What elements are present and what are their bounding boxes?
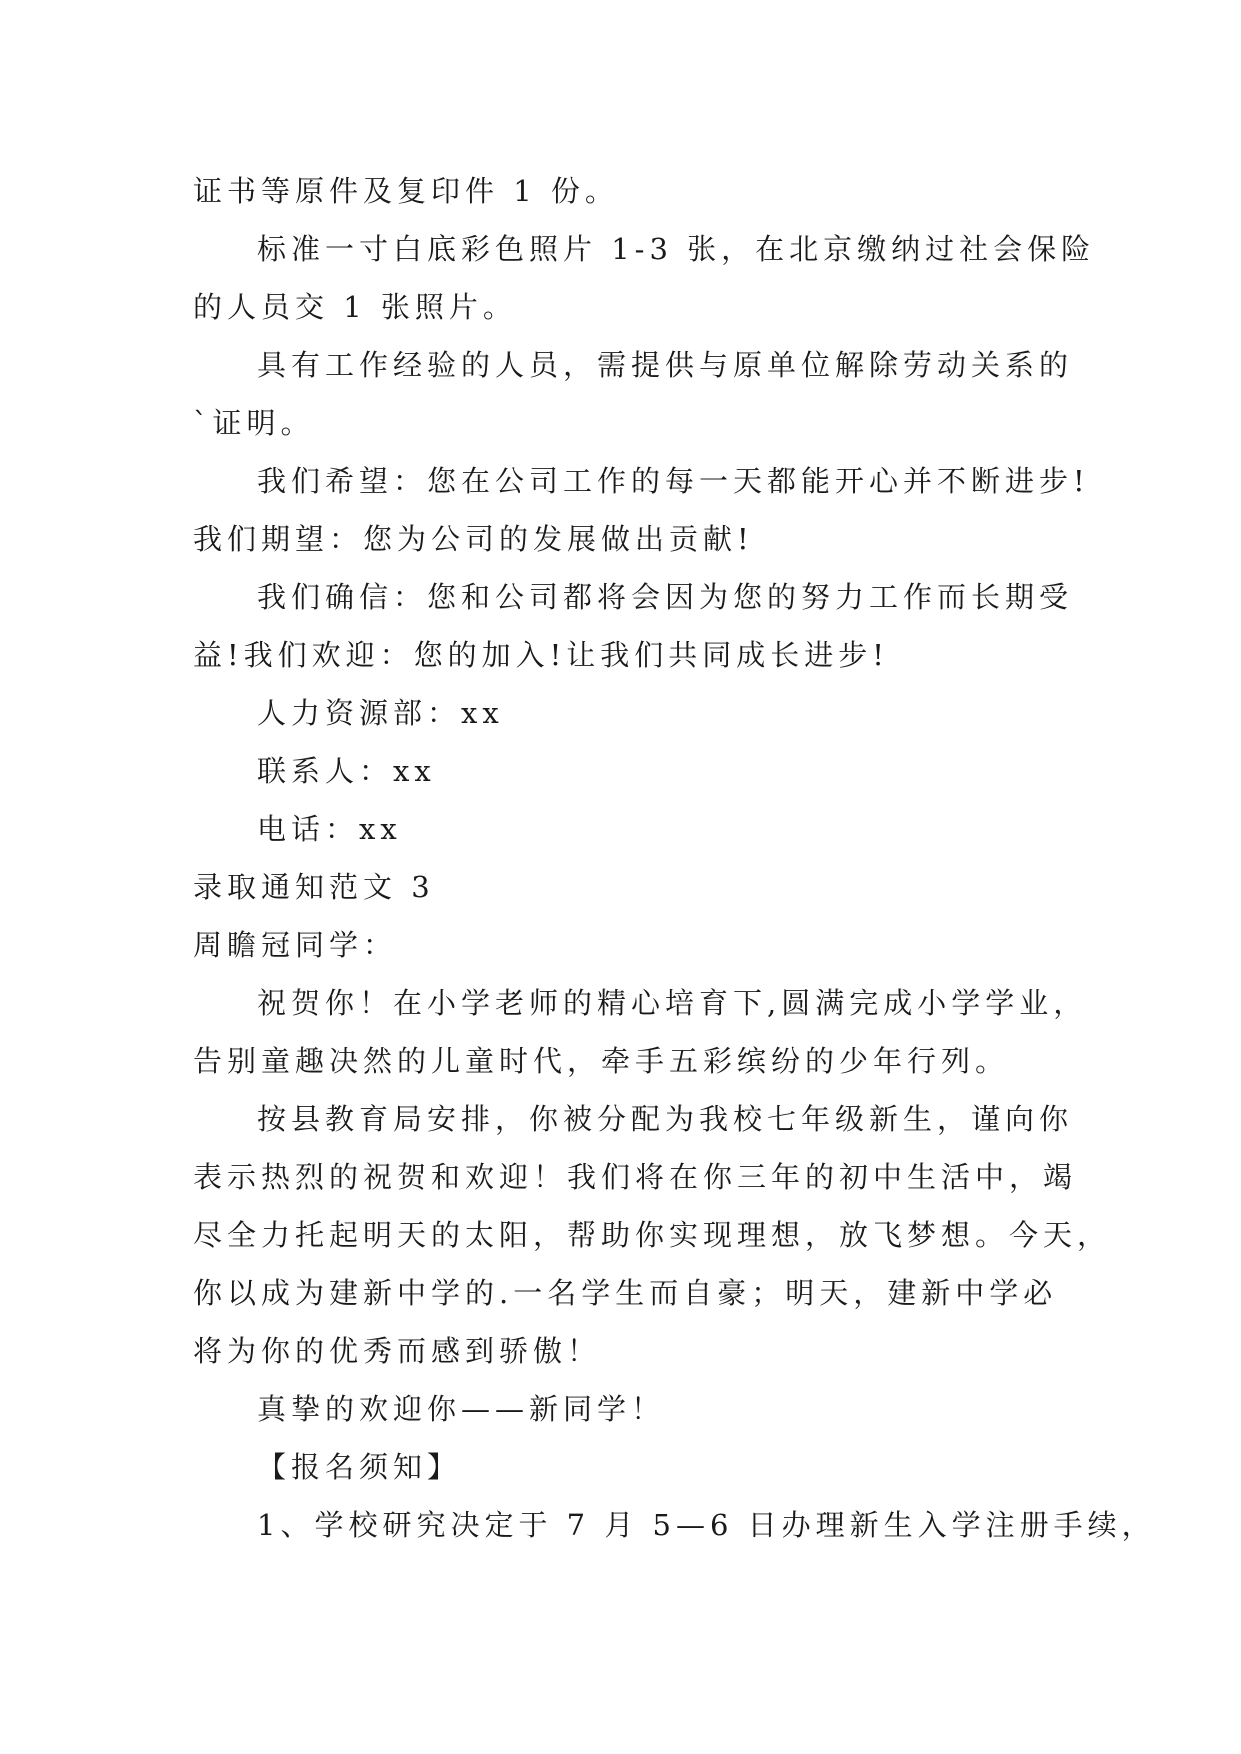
text-line: 将为你的优秀而感到骄傲！ xyxy=(193,1334,602,1368)
text-line: 按县教育局安排，你被分配为我校七年级新生，谨向你 xyxy=(257,1102,1074,1136)
section-heading: 录取通知范文 3 xyxy=(193,870,435,904)
text-line: 益!我们欢迎：您的加入!让我们共同成长进步! xyxy=(193,638,889,672)
text-line: 我们希望：您在公司工作的每一天都能开心并不断进步! xyxy=(257,464,1090,498)
text-line: 具有工作经验的人员，需提供与原单位解除劳动关系的 xyxy=(257,348,1074,382)
text-line: 表示热烈的祝贺和欢迎！我们将在你三年的初中生活中，竭 xyxy=(193,1160,1078,1194)
text-line: 证书等原件及复印件 1 份。 xyxy=(193,174,619,208)
signature-phone: 电话：xx xyxy=(257,812,402,846)
text-line: 告别童趣决然的儿童时代，牵手五彩缤纷的少年行列。 xyxy=(193,1044,1010,1078)
text-line: 尽全力托起明天的太阳，帮助你实现理想，放飞梦想。今天， xyxy=(193,1218,1112,1252)
signature-department: 人力资源部：xx xyxy=(257,696,504,730)
text-line: 1、学校研究决定于 7 月 5—6 日办理新生入学注册手续， xyxy=(257,1508,1156,1542)
text-line: 的人员交 1 张照片。 xyxy=(193,290,517,324)
text-line: 祝贺你！在小学老师的精心培育下,圆满完成小学学业， xyxy=(257,986,1088,1020)
salutation: 周瞻冠同学： xyxy=(193,928,398,962)
notice-heading: 【报名须知】 xyxy=(257,1450,462,1484)
text-line: 我们期望：您为公司的发展做出贡献! xyxy=(193,522,754,556)
text-line: 标准一寸白底彩色照片 1-3 张，在北京缴纳过社会保险 xyxy=(257,232,1096,266)
signature-contact: 联系人：xx xyxy=(257,754,436,788)
text-line: 真挚的欢迎你——新同学！ xyxy=(257,1392,666,1426)
text-line: 你以成为建新中学的.一名学生而自豪；明天，建新中学必 xyxy=(193,1276,1058,1310)
document-body xyxy=(193,162,1156,1554)
text-line: `证明。 xyxy=(193,406,315,440)
text-line: 我们确信：您和公司都将会因为您的努力工作而长期受 xyxy=(257,580,1074,614)
